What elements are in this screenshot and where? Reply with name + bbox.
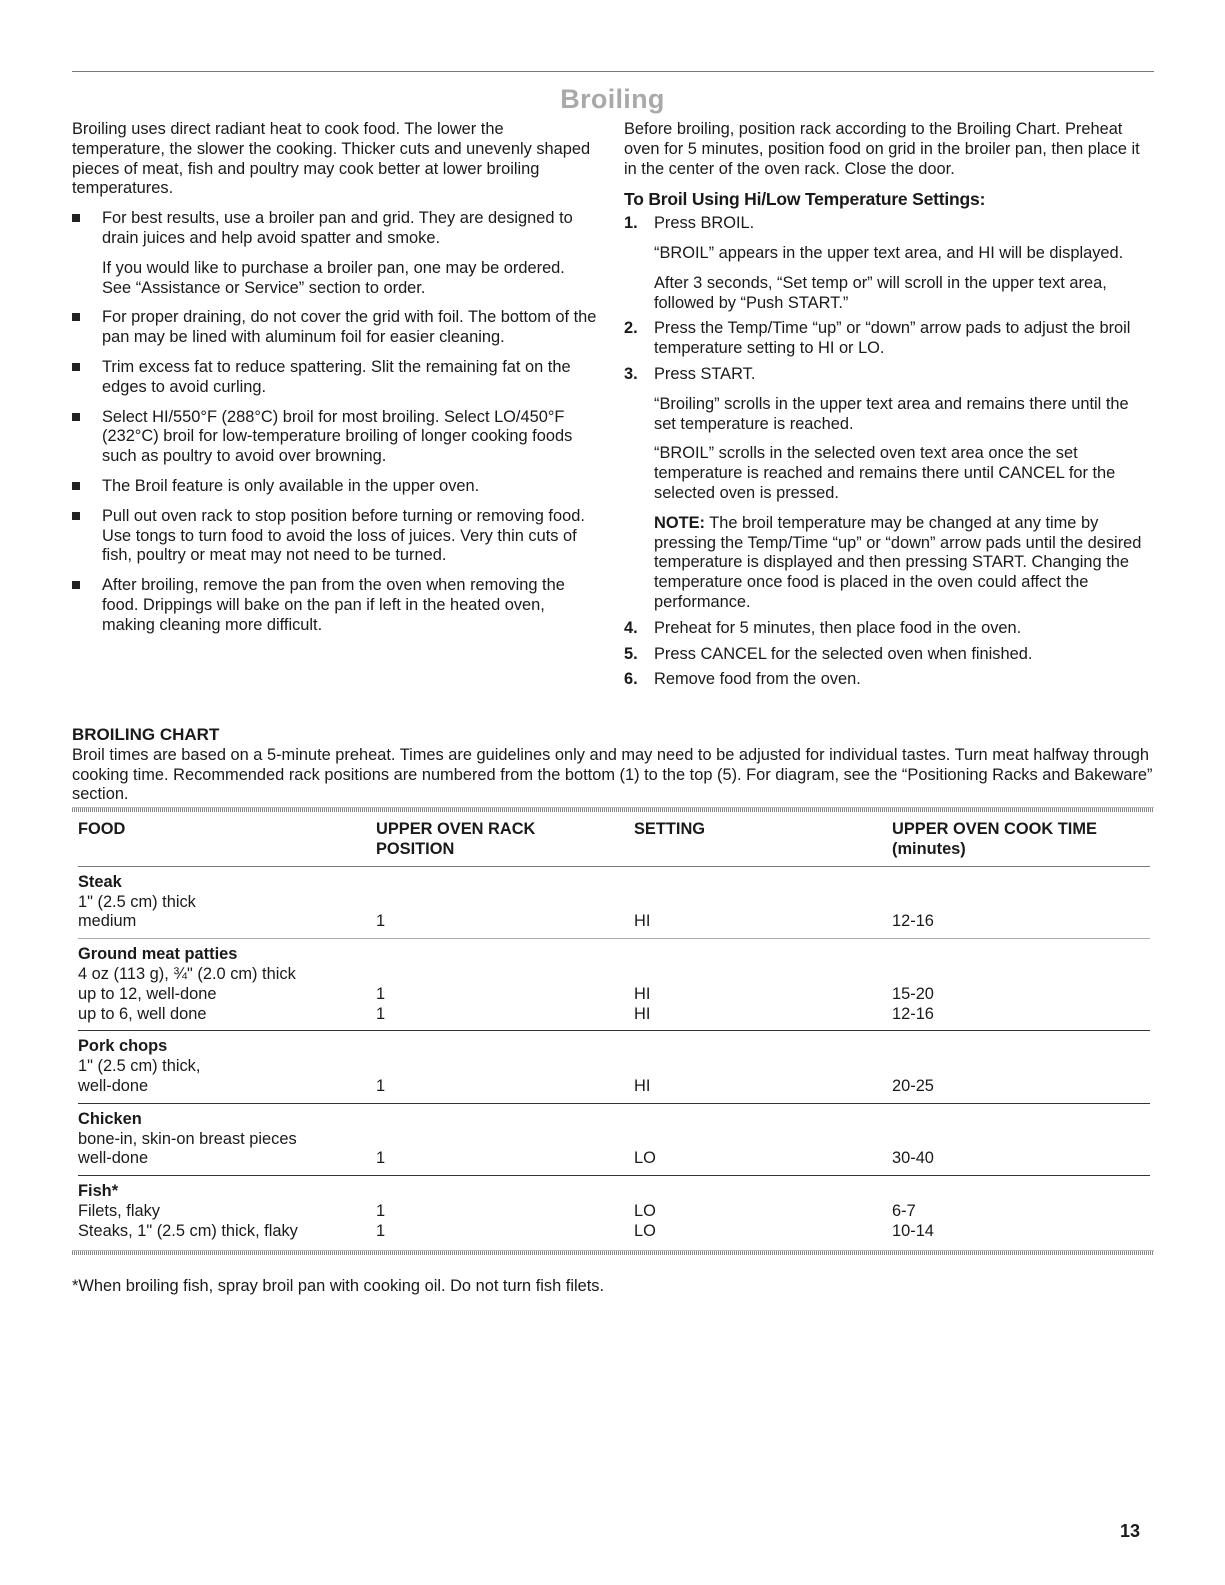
table-row bbox=[78, 866, 1150, 938]
setting-cell: HI HI bbox=[634, 939, 892, 1031]
step-subtext: “BROIL” scrolls in the selected oven text area once the set temperature is reached and remains there until CANCEL for the selected oven is pressed. bbox=[654, 444, 1116, 502]
table-row bbox=[78, 1176, 1150, 1248]
header-setting: SETTING bbox=[634, 812, 892, 866]
step-number: 6. bbox=[624, 670, 638, 689]
step-item bbox=[624, 645, 1149, 665]
header-cook-time: UPPER OVEN COOK TIME (minutes) bbox=[892, 812, 1150, 866]
step-number: 4. bbox=[624, 618, 638, 637]
rack-cell: 1 1 bbox=[376, 939, 634, 1031]
setting-cell: HI bbox=[634, 1031, 892, 1103]
list-item: After broiling, remove the pan from the oven when removing the food. Drippings will bake on the pan if left in the heated oven, making cleaning more difficult. bbox=[72, 576, 597, 635]
broiling-table bbox=[78, 812, 1150, 1247]
rack-cell: 1 bbox=[376, 1031, 634, 1103]
steps-list bbox=[624, 214, 1149, 690]
rack-cell: 1 bbox=[376, 1103, 634, 1175]
step-item bbox=[624, 365, 1149, 613]
step-number: 5. bbox=[624, 644, 638, 663]
page-number: 13 bbox=[1119, 1521, 1140, 1541]
step-text: Press BROIL. bbox=[654, 214, 755, 233]
tips-list bbox=[72, 209, 597, 635]
step-text: Press CANCEL for the selected oven when finished. bbox=[654, 644, 1033, 663]
step-text: Press START. bbox=[654, 364, 756, 383]
list-item: The Broil feature is only available in the upper oven. bbox=[72, 477, 597, 497]
setting-cell: LO bbox=[634, 1103, 892, 1175]
step-item bbox=[624, 214, 1149, 313]
preheat-paragraph: Before broiling, position rack according to the Broiling Chart. Preheat oven for 5 minutes, position food on grid in the broiler pan, then place it in the center of the oven rack. Close the door. bbox=[624, 120, 1140, 178]
step-subtext: “Broiling” scrolls in the upper text area and remains there until the set temperature is reached. bbox=[654, 394, 1129, 433]
time-cell: 15-20 12-16 bbox=[892, 939, 1150, 1031]
time-cell: 20-25 bbox=[892, 1031, 1150, 1103]
time-cell: 6-7 10-14 bbox=[892, 1201, 934, 1240]
table-bottom-border bbox=[72, 1250, 1154, 1255]
food-cell: Ground meat patties 4 oz (113 g), ¾" (2.0 cm) thick up to 12, well-done up to 6, well done bbox=[78, 939, 376, 1031]
step-subtext: “BROIL” appears in the upper text area, and HI will be displayed. bbox=[654, 243, 1124, 262]
step-item bbox=[624, 619, 1149, 639]
chart-footnote: *When broiling fish, spray broil pan with cooking oil. Do not turn fish filets. bbox=[72, 1277, 605, 1295]
list-item: Pull out oven rack to stop position before turning or removing food. Use tongs to turn food to avoid the loss of juices. Very thin cuts of fish, poultry or meat may not need to be turned. bbox=[72, 507, 597, 566]
setting-cell: HI bbox=[634, 866, 892, 938]
step-number: 1. bbox=[624, 214, 638, 233]
food-cell: Steak 1" (2.5 cm) thick medium bbox=[78, 866, 376, 938]
step-item bbox=[624, 319, 1149, 359]
food-cell: Chicken bone-in, skin-on breast pieces well-done bbox=[78, 1103, 376, 1175]
step-text: Preheat for 5 minutes, then place food in the oven. bbox=[654, 618, 1022, 637]
header-rack: UPPER OVEN RACK POSITION bbox=[376, 812, 634, 866]
table-row bbox=[78, 939, 1150, 1031]
list-item: For proper draining, do not cover the grid with foil. The bottom of the pan may be lined with aluminum foil for easier cleaning. bbox=[72, 308, 597, 348]
left-column bbox=[72, 120, 597, 646]
step-item bbox=[624, 670, 1149, 690]
table-header-row bbox=[78, 812, 1150, 866]
header-food: FOOD bbox=[78, 812, 376, 866]
bullet-subtext: If you would like to purchase a broiler pan, one may be ordered. See “Assistance or Service” section to order. bbox=[102, 258, 565, 297]
food-cell: Fish* Filets, flaky Steaks, 1" (2.5 cm) thick, flaky bbox=[78, 1182, 298, 1240]
step-subtext: After 3 seconds, “Set temp or” will scroll in the upper text area, followed by “Push START.” bbox=[654, 273, 1107, 312]
table-row bbox=[78, 1103, 1150, 1175]
rack-cell: 1 bbox=[376, 866, 634, 938]
broiling-chart-section bbox=[72, 725, 1154, 1255]
top-rule bbox=[72, 71, 1154, 72]
bullet-text: For best results, use a broiler pan and grid. They are designed to drain juices and help avoid spatter and smoke. bbox=[102, 209, 573, 247]
food-cell: Pork chops 1" (2.5 cm) thick, well-done bbox=[78, 1031, 376, 1103]
table-row bbox=[78, 1031, 1150, 1103]
note-text: The broil temperature may be changed at any time by pressing the Temp/Time “up” or “down” arrow pads until the desired temperature is displayed and then pressing START. Changing the temperature once food is placed in the oven could affect the performance. bbox=[654, 513, 1142, 611]
chart-heading: BROILING CHART bbox=[72, 725, 220, 744]
rack-cell: 1 1 bbox=[376, 1201, 386, 1240]
step-text: Remove food from the oven. bbox=[654, 670, 861, 689]
list-item: Trim excess fat to reduce spattering. Slit the remaining fat on the edges to avoid curling. bbox=[72, 358, 597, 398]
right-column bbox=[624, 120, 1149, 696]
intro-paragraph: Broiling uses direct radiant heat to cook food. The lower the temperature, the slower the cooking. Thicker cuts and unevenly shaped pieces of meat, fish and poultry may cook better at lower broiling temperatures. bbox=[72, 120, 591, 198]
step-text: Press the Temp/Time “up” or “down” arrow pads to adjust the broil temperature setting to HI or LO. bbox=[654, 319, 1131, 358]
note-label: NOTE: bbox=[654, 513, 705, 532]
time-cell: 30-40 bbox=[892, 1103, 1150, 1175]
step-number: 2. bbox=[624, 319, 638, 338]
list-item: Select HI/550°F (288°C) broil for most broiling. Select LO/450°F (232°C) broil for low-temperature broiling of longer cooking foods such as poultry to avoid over browning. bbox=[72, 408, 597, 467]
page-title: Broiling bbox=[560, 84, 665, 114]
list-item bbox=[72, 209, 597, 298]
time-cell: 12-16 bbox=[892, 866, 1150, 938]
step-number: 3. bbox=[624, 364, 638, 383]
note-paragraph bbox=[654, 514, 1149, 613]
setting-cell: LO LO bbox=[634, 1201, 656, 1240]
chart-description: Broil times are based on a 5-minute preheat. Times are guidelines only and may need to be adjusted for individual tastes. Turn meat halfway through cooking time. Recommended rack positions are numbered from the bottom (1) to the top (5). For diagram, see the “Positioning Racks and Bakeware” section. bbox=[72, 745, 1153, 804]
instructions-heading: To Broil Using Hi/Low Temperature Settings: bbox=[624, 189, 986, 210]
